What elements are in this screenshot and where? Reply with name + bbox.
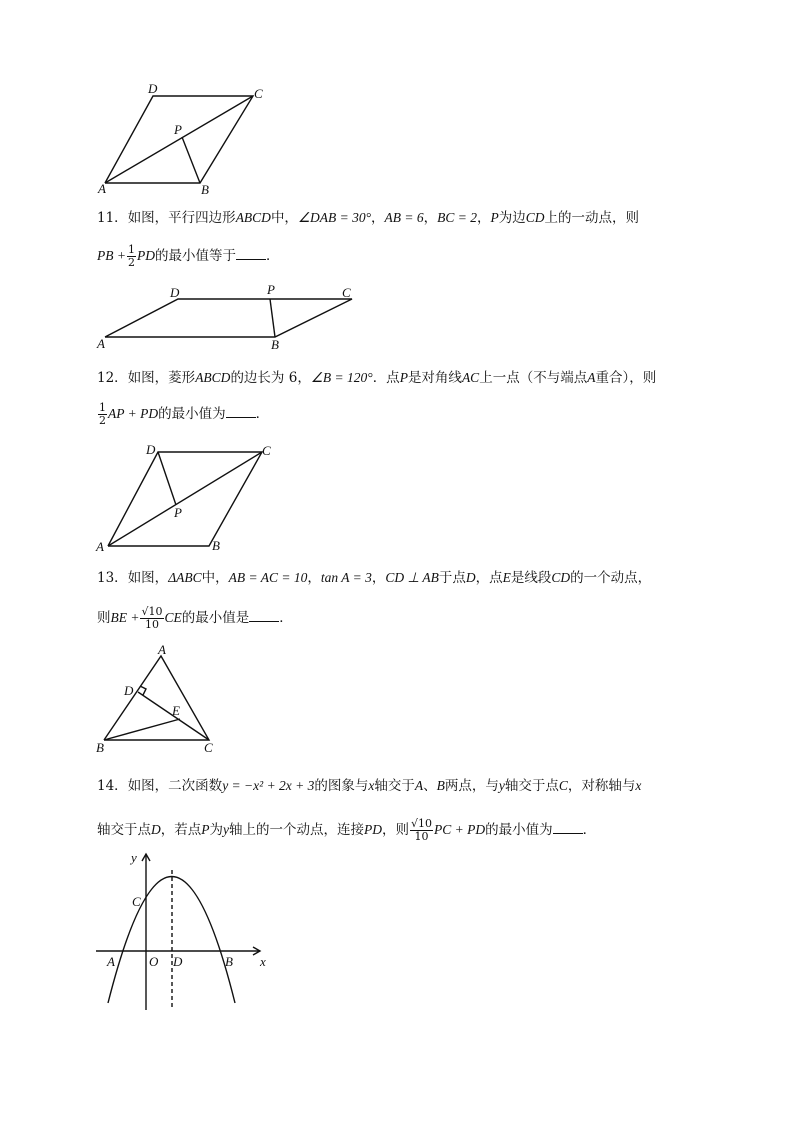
label-p: P — [174, 505, 182, 520]
label-a: A — [98, 181, 106, 196]
answer-blank — [553, 821, 583, 834]
diagonal-ac — [108, 452, 262, 546]
question-11-line-2: PB + $\frac{1}{2}$ PD的最小值等于 ． — [97, 243, 280, 269]
fraction-half: $\frac{1}{2}$ — [99, 401, 106, 427]
label-d: D — [148, 81, 158, 96]
figure-q11 — [90, 282, 370, 352]
answer-blank — [249, 609, 279, 622]
diagonal-ac — [105, 96, 253, 183]
answer-blank — [226, 405, 256, 418]
answer-blank — [236, 247, 266, 260]
label-b: B — [96, 740, 104, 755]
label-o: O — [149, 954, 159, 969]
label-x: x — [260, 954, 266, 969]
fraction-half: $\frac{1}{2}$ — [127, 243, 135, 269]
question-12-line-2: $\frac{1}{2}$ AP + PD的最小值为 ． — [99, 401, 270, 427]
figure-q12 — [90, 438, 290, 558]
label-b: B — [201, 182, 209, 197]
parallelogram-outline — [105, 299, 352, 337]
label-a: A — [107, 954, 115, 969]
segment-pb — [270, 299, 275, 337]
segment-pb — [182, 137, 200, 183]
question-14-line-1: 14．如图，二次函数y = −x² + 2x + 3的图象与x轴交于A、B两点，与y轴交于点C，对称轴与x — [97, 778, 642, 794]
label-b: B — [225, 954, 233, 969]
triangle-outline — [104, 656, 209, 740]
question-11-line-1: 11．如图，平行四边形ABCD中，∠DAB = 30°，AB = 6，BC = 2，P为边CD上的一动点，则 — [97, 210, 640, 226]
label-b: B — [212, 538, 220, 553]
figure-q10 — [90, 78, 280, 198]
label-c: C — [254, 86, 263, 101]
question-13-line-1: 13．如图，ΔABC中，AB = AC = 10，tan A = 3，CD ⊥ AB于点D，点E是线段CD的一个动点， — [97, 570, 652, 586]
figure-q14 — [90, 848, 280, 1018]
fraction-sqrt10-over-10: $\frac{√10}{10}$ — [411, 817, 433, 843]
label-c: C — [342, 285, 351, 300]
question-14-line-2: 轴交于点D，若点P为y轴上的一个动点，连接PD，则 $\frac{√10}{10}$ PC + PD的最小值为 ． — [97, 817, 597, 843]
label-p: P — [174, 122, 182, 137]
label-b: B — [271, 337, 279, 352]
question-12-line-1: 12．如图，菱形ABCD的边长为 6，∠B = 120°．点P是对角线AC上一点（不与端点A重合），则 — [97, 370, 657, 386]
label-e: E — [172, 703, 180, 718]
label-c: C — [262, 443, 271, 458]
question-13-line-2: 则BE + $\frac{√10}{10}$ CE的最小值是 ． — [97, 605, 293, 631]
label-c: C — [204, 740, 213, 755]
label-a: A — [96, 539, 104, 554]
label-a: A — [158, 642, 166, 657]
fraction-sqrt10-over-10: $\frac{√10}{10}$ — [141, 605, 163, 631]
label-c: C — [132, 894, 141, 909]
label-p: P — [267, 282, 275, 297]
label-d: D — [173, 954, 183, 969]
label-d: D — [170, 285, 180, 300]
segment-dp — [158, 452, 176, 505]
label-a: A — [97, 336, 105, 351]
label-y: y — [131, 850, 137, 865]
figure-q13 — [90, 642, 230, 754]
label-d: D — [124, 683, 134, 698]
label-d: D — [146, 442, 156, 457]
